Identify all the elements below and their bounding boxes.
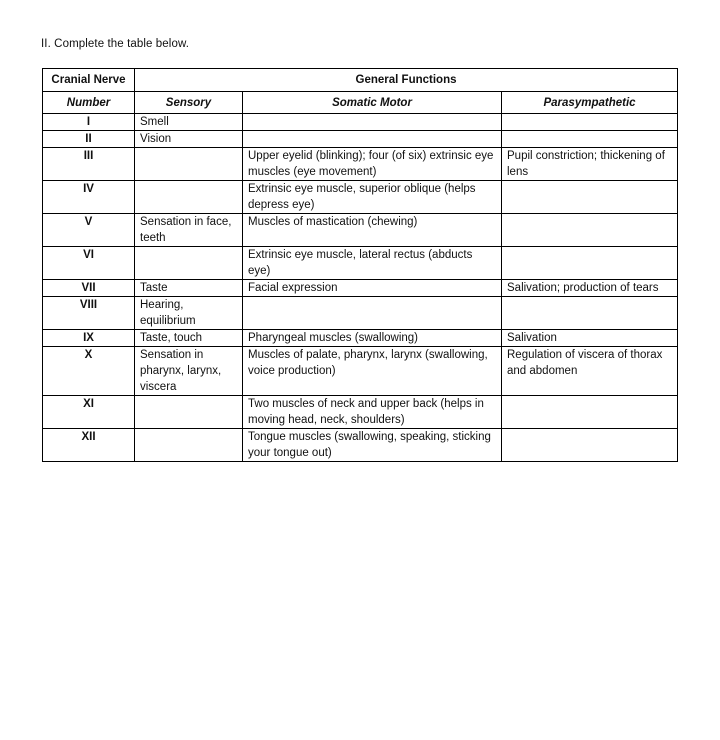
cell-parasympathetic: Pupil constriction; thickening of lens: [502, 148, 678, 181]
cell-parasympathetic: [502, 396, 678, 429]
cell-sensory: Smell: [135, 114, 243, 131]
subheader-sensory: Sensory: [135, 92, 243, 114]
cell-somatic-motor: Pharyngeal muscles (swallowing): [243, 330, 502, 347]
table-row: [43, 347, 678, 396]
cell-parasympathetic: [502, 429, 678, 462]
cell-parasympathetic: Regulation of viscera of thorax and abdomen: [502, 347, 678, 396]
cell-somatic-motor: Upper eyelid (blinking); four (of six) extrinsic eye muscles (eye movement): [243, 148, 502, 181]
subheader-parasympathetic: Parasympathetic: [502, 92, 678, 114]
cell-number: IX: [43, 330, 135, 347]
cranial-nerve-table: [42, 68, 678, 462]
cell-somatic-motor: [243, 131, 502, 148]
cell-sensory: Taste, touch: [135, 330, 243, 347]
instruction-text: II. Complete the table below.: [41, 38, 190, 50]
subheader-number: Number: [43, 92, 135, 114]
cell-somatic-motor: Extrinsic eye muscle, superior oblique (helps depress eye): [243, 181, 502, 214]
table-row: [43, 396, 678, 429]
cell-number: VI: [43, 247, 135, 280]
cell-sensory: [135, 247, 243, 280]
table-row: [43, 214, 678, 247]
cell-somatic-motor: Muscles of palate, pharynx, larynx (swallowing, voice production): [243, 347, 502, 396]
cell-number: II: [43, 131, 135, 148]
cell-parasympathetic: Salivation; production of tears: [502, 280, 678, 297]
cell-somatic-motor: [243, 114, 502, 131]
table-row: [43, 114, 678, 131]
cell-sensory: Sensation in face, teeth: [135, 214, 243, 247]
cell-number: IV: [43, 181, 135, 214]
cell-number: VII: [43, 280, 135, 297]
cell-parasympathetic: [502, 297, 678, 330]
cell-somatic-motor: Facial expression: [243, 280, 502, 297]
cell-sensory: [135, 396, 243, 429]
cell-sensory: Vision: [135, 131, 243, 148]
table-row: [43, 181, 678, 214]
cell-number: XI: [43, 396, 135, 429]
table-row: [43, 280, 678, 297]
header-cranial-nerve: Cranial Nerve: [43, 69, 135, 92]
cell-somatic-motor: Muscles of mastication (chewing): [243, 214, 502, 247]
header-general-functions: General Functions: [135, 69, 678, 92]
cell-number: X: [43, 347, 135, 396]
cell-sensory: Hearing, equilibrium: [135, 297, 243, 330]
table-row: [43, 429, 678, 462]
table-row: [43, 297, 678, 330]
cell-somatic-motor: Extrinsic eye muscle, lateral rectus (abducts eye): [243, 247, 502, 280]
cell-sensory: [135, 148, 243, 181]
cell-parasympathetic: [502, 247, 678, 280]
table-row: [43, 247, 678, 280]
cell-parasympathetic: [502, 214, 678, 247]
cell-somatic-motor: Tongue muscles (swallowing, speaking, sticking your tongue out): [243, 429, 502, 462]
cell-sensory: [135, 429, 243, 462]
cell-somatic-motor: Two muscles of neck and upper back (helps in moving head, neck, shoulders): [243, 396, 502, 429]
cell-number: VIII: [43, 297, 135, 330]
cell-parasympathetic: [502, 181, 678, 214]
cell-sensory: [135, 181, 243, 214]
cell-somatic-motor: [243, 297, 502, 330]
table-row: [43, 148, 678, 181]
cell-sensory: Sensation in pharynx, larynx, viscera: [135, 347, 243, 396]
cell-number: I: [43, 114, 135, 131]
cell-number: III: [43, 148, 135, 181]
subheader-somatic-motor: Somatic Motor: [243, 92, 502, 114]
table-row: [43, 330, 678, 347]
cell-parasympathetic: [502, 131, 678, 148]
table-row: [43, 131, 678, 148]
cell-sensory: Taste: [135, 280, 243, 297]
cell-parasympathetic: Salivation: [502, 330, 678, 347]
cell-parasympathetic: [502, 114, 678, 131]
cell-number: XII: [43, 429, 135, 462]
cell-number: V: [43, 214, 135, 247]
